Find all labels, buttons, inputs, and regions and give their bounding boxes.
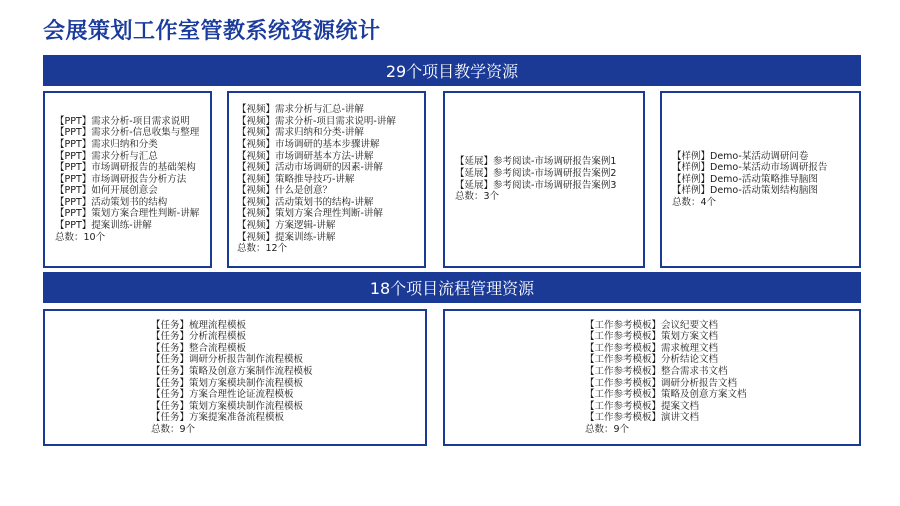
resource-item: 【任务】策划方案模块制作流程模板	[151, 400, 304, 412]
resource-item: 【任务】方案合理性论证流程模板	[151, 389, 294, 401]
resource-item: 【任务】分析流程模板	[151, 331, 247, 343]
resource-item: 【工作参考模板】策划方案文档	[585, 331, 719, 343]
resource-item: 【任务】梳理流程模板	[151, 319, 247, 331]
resource-list	[585, 320, 747, 436]
resource-item: 【视频】需求分析-项目需求说明-讲解	[237, 115, 396, 127]
resource-item: 【视频】需求归纳和分类-讲解	[237, 127, 364, 139]
resource-item: 【视频】市场调研的基本步骤讲解	[237, 138, 380, 150]
resource-item: 【样例】Demo-某活动调研问卷	[672, 150, 809, 162]
resource-item: 【工作参考模板】会议纪要文档	[585, 319, 719, 331]
section-header-teaching-resources: 29个项目教学资源	[43, 55, 861, 86]
resource-item: 【PPT】市场调研报告分析方法	[55, 173, 187, 185]
resource-box-work-template	[443, 309, 861, 446]
resource-item: 【工作参考模板】策略及创意方案文档	[585, 389, 747, 401]
resource-item: 【PPT】活动策划书的结构	[55, 196, 168, 208]
resource-list	[672, 151, 827, 209]
resource-item: 【工作参考模板】需求梳理文档	[585, 342, 719, 354]
resource-total: 总数：9个	[151, 423, 196, 435]
resource-list	[151, 320, 313, 436]
resource-item: 【视频】什么是创意？	[237, 185, 333, 197]
resource-item: 【PPT】市场调研报告的基础架构	[55, 162, 196, 174]
resource-item: 【视频】策略推导技巧-讲解	[237, 173, 355, 185]
resource-list	[455, 156, 616, 202]
resource-item: 【延展】参考阅读-市场调研报告案例1	[455, 156, 617, 168]
resource-list	[237, 104, 396, 255]
resource-total: 总数：9个	[585, 423, 630, 435]
resource-item: 【PPT】提案训练-讲解	[55, 220, 152, 232]
resource-item: 【PPT】需求归纳和分类	[55, 138, 158, 150]
resource-total: 总数：4个	[672, 196, 717, 208]
resource-item: 【视频】方案逻辑-讲解	[237, 220, 336, 232]
resource-item: 【工作参考模板】整合需求书文档	[585, 365, 728, 377]
resource-item: 【任务】策划方案模块制作流程模板	[151, 377, 304, 389]
resource-item: 【样例】Demo-活动策略推导脑图	[672, 173, 818, 185]
resource-item: 【工作参考模板】分析结论文档	[585, 354, 719, 366]
resource-item: 【延展】参考阅读-市场调研报告案例3	[455, 179, 617, 191]
resource-item: 【PPT】需求分析-项目需求说明	[55, 115, 190, 127]
resource-item: 【PPT】如何开展创意会	[55, 185, 158, 197]
resource-item: 【延展】参考阅读-市场调研报告案例2	[455, 167, 617, 179]
resource-item: 【任务】方案提案准备流程模板	[151, 412, 285, 424]
resource-item: 【PPT】需求分析-信息收集与整理	[55, 127, 200, 139]
resource-item: 【视频】策划方案合理性判断-讲解	[237, 208, 383, 220]
section-header-process-resources: 18个项目流程管理资源	[43, 272, 861, 303]
resource-item: 【样例】Demo-活动策划结构脑图	[672, 185, 818, 197]
resource-item: 【PPT】策划方案合理性判断-讲解	[55, 208, 200, 220]
resource-item: 【任务】策略及创意方案制作流程模板	[151, 365, 313, 377]
resource-box-task	[43, 309, 427, 446]
resource-item: 【视频】市场调研基本方法-讲解	[237, 150, 374, 162]
resource-total: 总数：10个	[55, 231, 106, 243]
resource-box-extension	[443, 91, 645, 268]
resource-box-video	[227, 91, 426, 268]
resource-item: 【视频】提案训练-讲解	[237, 231, 336, 243]
resource-total: 总数：3个	[455, 191, 500, 203]
page-title: 会展策划工作室管教系统资源统计	[43, 19, 381, 44]
resource-item: 【视频】活动策划书的结构-讲解	[237, 196, 374, 208]
resource-box-sample	[660, 91, 861, 268]
resource-item: 【工作参考模板】提案文档	[585, 400, 700, 412]
resource-item: 【工作参考模板】调研分析报告文档	[585, 377, 738, 389]
resource-item: 【任务】调研分析报告制作流程模板	[151, 354, 304, 366]
resource-item: 【PPT】需求分析与汇总	[55, 150, 158, 162]
resource-list	[55, 116, 199, 244]
resource-item: 【工作参考模板】演讲文档	[585, 412, 700, 424]
resource-item: 【视频】需求分析与汇总-讲解	[237, 104, 364, 116]
resource-item: 【任务】整合流程模板	[151, 342, 247, 354]
resource-item: 【样例】Demo-某活动市场调研报告	[672, 162, 828, 174]
resource-total: 总数：12个	[237, 243, 288, 255]
resource-item: 【视频】活动市场调研的因素-讲解	[237, 162, 383, 174]
resource-box-ppt	[43, 91, 212, 268]
